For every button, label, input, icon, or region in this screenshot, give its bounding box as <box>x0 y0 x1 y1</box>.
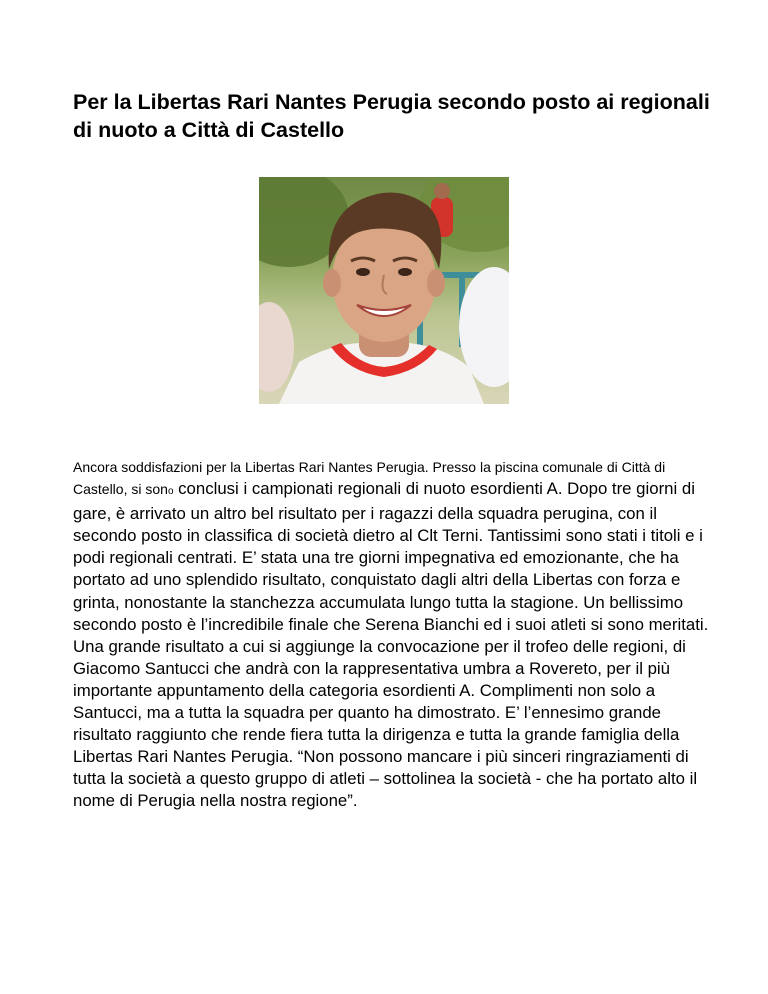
article-body <box>73 456 713 813</box>
article-body-main: conclusi i campionati regionali di nuoto esordienti A. Dopo tre giorni di gare, è arrivato un altro bel risultato per i ragazzi della squadra perugina, con il secondo posto in classifica di società dietro al Clt Terni. Tantissimi sono stati i titoli e i podi regionali centrati. E’ stata una tre giorni impegnativa ed emozionante, che ha portato ad uno splendido risultato, conquistato dagli altri della Libertas con forza e grinta, nonostante la stanchezza accumulata lungo tutta la stagione. Un bellissimo secondo posto è l’incredibile finale che Serena Bianchi ed i suoi atleti si sono meritati. Una grande risultato a cui si aggiunge la convocazione per il trofeo delle regioni, di Giacomo Santucci che andrà con la rappresentativa umbra a Rovereto, per il più importante appuntamento della categoria esordienti A. Complimenti non solo a Santucci, ma a tutta la squadra per quanto ha dimostrato. E’ l’ennesimo grande risultato raggiunto che rende fiera tutta la dirigenza e tutta la grande famiglia della Libertas Rari Nantes Perugia. “Non possono mancare i più sinceri ringraziamenti di tutta la società a questo gruppo di atleti – sottolinea la società - che ha portato alto il nome di Perugia nella nostra regione”. <box>73 479 709 811</box>
article-lead: Ancora soddisfazioni per la Libertas Rari Nantes Perugia. Presso la piscina comunale di Città di Castello, si son <box>73 459 666 498</box>
article-lead-fragment: o <box>167 486 174 498</box>
article-title: Per la Libertas Rari Nantes Perugia secondo posto ai regionali di nuoto a Città di Castello <box>73 90 710 142</box>
athlete-photo <box>259 177 509 404</box>
athlete-photo-illustration <box>259 177 509 404</box>
